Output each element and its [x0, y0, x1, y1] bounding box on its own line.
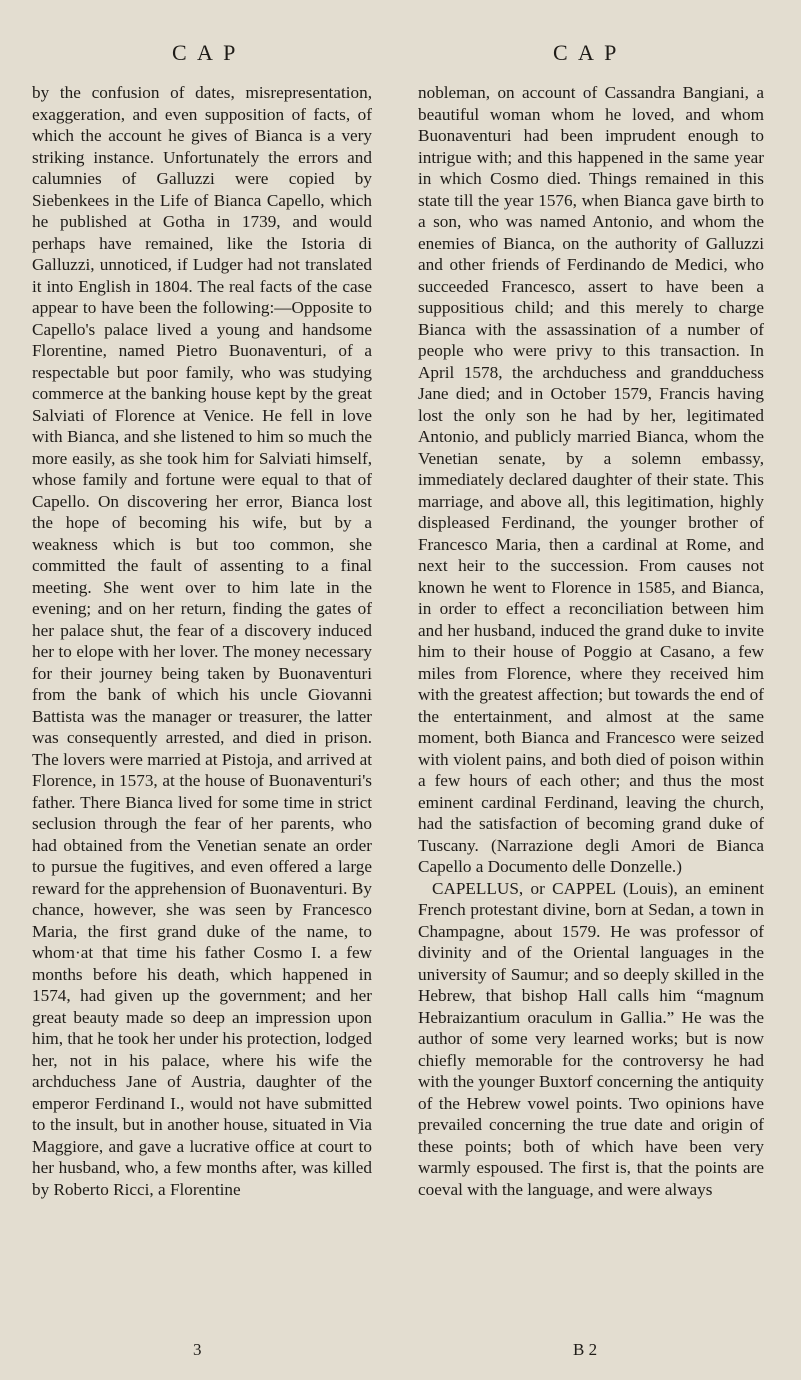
- left-column: [32, 82, 372, 1200]
- right-column: [418, 82, 764, 1200]
- signature-mark: B 2: [573, 1340, 598, 1359]
- running-head-left: C A P: [172, 40, 239, 65]
- running-head-right: C A P: [553, 40, 620, 65]
- right-column-paragraph-1: nobleman, on account of Cassandra Bangiani, a beautiful woman whom he loved, and whom Buonaventuri had been imprudent enough to intrigue with; and this happened in the same year in which Cosmo died. Things remained in this state till the year 1576, when Bianca gave birth to a son, who was named Antonio, and whom the enemies of Bianca, on the authority of Galluzzi and other friends of Ferdinando de Medici, who succeeded Francesco, assert to have been a suppositious child; and this merely to charge Bianca with the assassination of a number of people who were privy to this transaction. In April 1578, the archduchess and grandduchess Jane died; and in October 1579, Francis having lost the only son he had by her, legitimated Antonio, and publicly married Bianca, whom the Venetian senate, by a solemn embassy, immediately declared daughter of their state. This marriage, and above all, this legitimation, highly displeased Ferdinand, the younger brother of Francesco Maria, then a cardinal at Rome, and next heir to the succession. From causes not known he went to Florence in 1585, and Bianca, in order to effect a reconciliation between him and her husband, induced the grand duke to invite him to their house of Poggio at Casano, a few miles from Florence, where they received him with the greatest affection; but towards the end of the entertainment, and almost at the same moment, both Bianca and Francesco were seized with violent pains, and both died of poison within a few hours of each other; and thus the most eminent cardinal Ferdinand, leaving the church, had the satisfaction of becoming grand duke of Tuscany. (Narrazione degli Amori de Bianca Capello a Documento delle Donzelle.): [418, 83, 764, 876]
- page-number: 3: [193, 1340, 202, 1359]
- left-column-text: by the confusion of dates, misrepresentation, exaggeration, and even supposition of facts, of which the account he gives of Bianca is a very striking instance. Unfortunately the errors and calumnies of Galluzzi were copied by Siebenkees in the Life of Bianca Capello, which he published at Gotha in 1739, and would perhaps have remained, like the Istoria di Galluzzi, unnoticed, if Ludger had not translated it into English in 1804. The real facts of the case appear to have been the following:—Opposite to Capello's palace lived a young and handsome Florentine, named Pietro Buonaventuri, of a respectable but poor family, who was studying commerce at the banking house kept by the great Salviati of Florence at Venice. He fell in love with Bianca, and she listened to him so much the more easily, as she took him for Salviati himself, whose family and fortune were equal to that of Capello. On discovering her error, Bianca lost the hope of becoming his wife, but by a weakness which is but too common, she committed the fault of assenting to a final meeting. She went over to him late in the evening; and on her return, finding the gates of her palace shut, the fear of a discovery induced her to elope with her lover. The money necessary for their journey being taken by Buonaventuri from the bank of which his uncle Giovanni Battista was the manager or treasurer, the latter was consequently arrested, and died in prison. The lovers were married at Pistoja, and arrived at Florence, in 1573, at the house of Buonaventuri's father. There Bianca lived for some time in strict seclusion through the fear of her parents, who had obtained from the Venetian senate an order to pursue the fugitives, and even offered a large reward for the apprehension of Buonaventuri. By chance, however, she was seen by Francesco Maria, the first grand duke of the name, to whom·at that time his father Cosmo I. a few months before his death, which happened in 1574, had given up the government; and her great beauty made so deep an impression upon him, that he took her under his protection, lodged her, not in his palace, where his wife the archduchess Jane of Austria, daughter of the emperor Ferdinand I., would not have submitted to the insult, but in another house, situated in Via Maggiore, and gave a lucrative office at court to her husband, who, a few months after, was killed by Roberto Ricci, a Florentine: [32, 83, 372, 1199]
- right-column-paragraph-capellus: CAPELLUS, or CAPPEL (Louis), an eminent French protestant divine, born at Sedan, a town in Champagne, about 1579. He was professor of divinity and of the Oriental languages in the university of Saumur; and so deeply skilled in the Hebrew, that bishop Hall calls him “magnum Hebraizantium oraculum in Gallia.” He was the author of some very learned works; but is now chiefly memorable for the controversy he had with the younger Buxtorf concerning the antiquity of the Hebrew vowel points. Two opinions have prevailed concerning the true date and origin of these points; both of which have been very warmly espoused. The first is, that the points are coeval with the language, and were always: [418, 878, 764, 1199]
